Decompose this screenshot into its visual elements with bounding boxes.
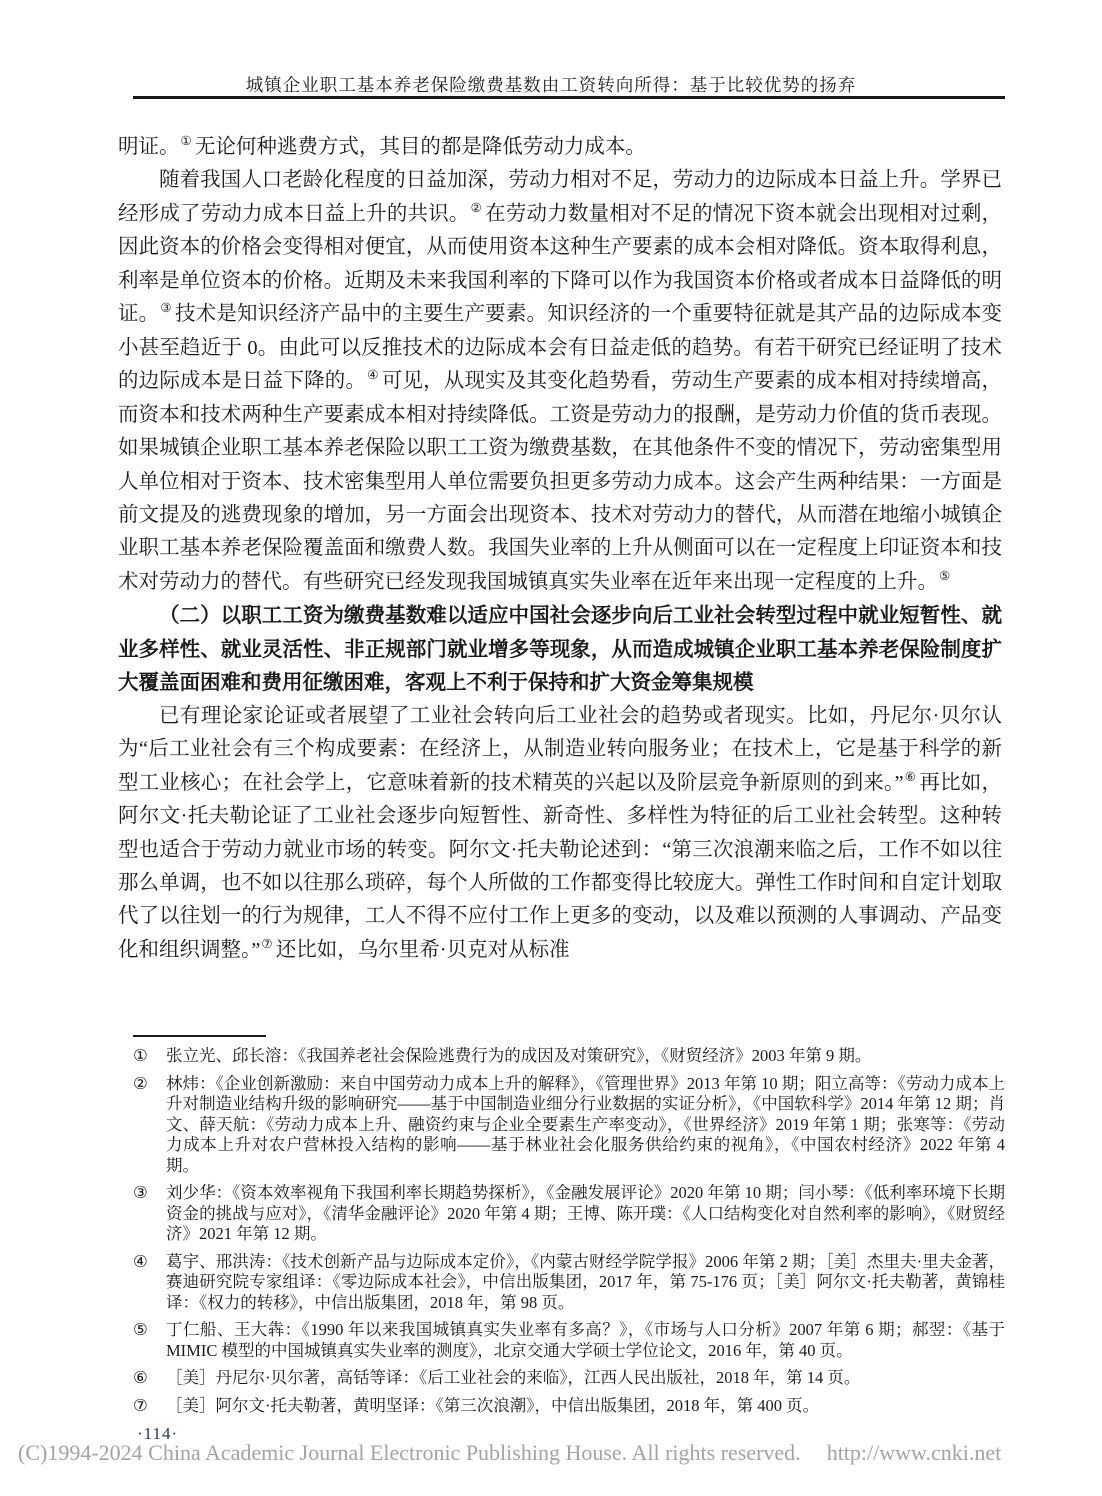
copyright-text: (C)1994-2024 China Academic Journal Electronic Publishing House. All rights reserved. xyxy=(18,1440,801,1465)
footnote-ref: ⑥ xyxy=(904,769,917,784)
footnote-text: 丁仁船、王大犇：《1990 年以来我国城镇真实失业率有多高？》，《市场与人口分析》2007 年第 6 期；郝翌：《基于 MIMIC 模型的中国城镇真实失业率的测度》，北京交通大学硕士学位论文，2016 年，第 40 页。 xyxy=(166,1320,1006,1360)
footnote-ref: ④ xyxy=(367,368,379,383)
body-paragraph: 随着我国人口老龄化程度的日益加深，劳动力相对不足，劳动力的边际成本日益上升。学界已经形成了劳动力成本日益上升的共识。② 在劳动力数量相对不足的情况下资本就会出现相对过剩，因此资本的价格会变得相对便宜，从而使用资本这种生产要素的成本会相对降低。资本取得利息，利率是单位资本的价格。近期及未来我国利率的下降可以作为我国资本价格或者成本日益降低的明证。③ 技术是知识经济产品中的主要生产要素。知识经济的一个重要特征就是其产品的边际成本变小甚至趋近于 0。由此可以反推技术的边际成本会有日益走低的趋势。有若干研究已经证明了技术的边际成本是日益下降的。④ 可见，从现实及其变化趋势看，劳动生产要素的成本相对持续增高，而资本和技术两种生产要素成本相对持续降低。工资是劳动力的报酬，是劳动力价值的货币表现。如果城镇企业职工基本养老保险以职工工资为缴费基数，在其他条件不变的情况下，劳动密集型用人单位相对于资本、技术密集型用人单位需要负担更多劳动力成本。这会产生两种结果：一方面是前文提及的逃费现象的增加，另一方面会出现资本、技术对劳动力的替代，从而潜在地缩小城镇企业职工基本养老保险覆盖面和缴费人数。我国失业率的上升从侧面可以在一定程度上印证资本和技术对劳动力的替代。有些研究已经发现我国城镇真实失业率在近年来出现一定程度的上升。⑤ xyxy=(118,169,1003,593)
header-rule xyxy=(133,96,1005,99)
footnote-marker: ② xyxy=(133,1073,148,1093)
footnote-text: ［美］丹尼尔·贝尔著，高铦等译：《后工业社会的来临》，江西人民出版社，2018 年，第 14 页。 xyxy=(166,1368,861,1387)
footnote-ref: ⑦ xyxy=(261,937,273,952)
footnote-text: 刘少华：《资本效率视角下我国利率长期趋势探析》，《金融发展评论》2020 年第 10 期；闫小琴：《低利率环境下长期资金的挑战与应对》，《清华金融评论》2020 年第 4 期；王博、陈开璞：《人口结构变化对自然利率的影响》，《财贸经济》2021 年第 12 期。 xyxy=(166,1183,1005,1243)
footnote-ref: ① xyxy=(180,134,192,149)
footnote-item xyxy=(133,1074,1005,1177)
article-body xyxy=(118,131,1002,967)
footnote-marker: ⑤ xyxy=(133,1320,148,1339)
body-paragraph: 明证。① 无论何种逃费方式，其目的都是降低劳动力成本。 xyxy=(118,134,646,158)
footnote-item xyxy=(133,1320,1005,1361)
footnote-item xyxy=(133,1396,1005,1417)
section-heading: （二）以职工工资为缴费基数难以适应中国社会逐步向后工业社会转型过程中就业短暂性、就业多样性、就业灵活性、非正规部门就业增多等现象，从而造成城镇企业职工基本养老保险制度扩大覆盖面困难和费用征缴困难，客观上不利于保持和扩大资金筹集规模 xyxy=(118,604,1002,695)
footnote-text: 葛宇、邢洪涛：《技术创新产品与边际成本定价》，《内蒙古财经学院学报》2006 年第 2 期；［美］杰里夫·里夫金著，赛迪研究院专家组译：《零边际成本社会》，中信出版集团，2017 年，第 75-176 页；［美］阿尔文·托夫勒著，黄锦桂译：《权力的转移》，中信出版集团，2018 年，第 98 页。 xyxy=(166,1251,1005,1312)
footnote-marker: ⑦ xyxy=(133,1395,148,1415)
footnote-marker: ① xyxy=(133,1046,148,1065)
footnotes xyxy=(133,1046,1005,1423)
footnote-item xyxy=(133,1046,1005,1067)
footnote-ref: ③ xyxy=(160,301,172,316)
footnote-text: 张立光、邱长溶：《我国养老社会保险逃费行为的成因及对策研究》，《财贸经济》2003 年第 9 期。 xyxy=(166,1046,872,1065)
cnki-url: http://www.cnki.net xyxy=(826,1440,1002,1465)
footnote-text: ［美］阿尔文·托夫勒著，黄明坚译：《第三次浪潮》，中信出版集团，2018 年，第 400 页。 xyxy=(166,1395,820,1415)
footnote-marker: ③ xyxy=(133,1183,148,1202)
footnote-item xyxy=(133,1183,1005,1245)
page-number: ·114· xyxy=(137,1424,179,1443)
footnote-text: 林炜：《企业创新激励：来自中国劳动力成本上升的解释》，《管理世界》2013 年第 10 期；阳立高等：《劳动力成本上升对制造业结构升级的影响研究——基于中国制造业细分行业数据的实证分析》，《中国软科学》2014 年第 12 期；肖文、薛天航：《劳动力成本上升、融资约束与企业全要素生产率变动》，《世界经济》2019 年第 1 期；张寒等：《劳动力成本上升对农户营林投入结构的影响——基于林业社会化服务供给约束的视角》，《中国农村经济》2022 年第 4 期。 xyxy=(166,1073,1005,1175)
footnote-marker: ④ xyxy=(133,1251,148,1271)
copyright-watermark xyxy=(18,1440,1084,1466)
footnote-marker: ⑥ xyxy=(133,1368,148,1387)
footnote-item xyxy=(133,1252,1005,1314)
footnote-separator xyxy=(133,1035,266,1037)
footnote-ref: ⑤ xyxy=(939,569,951,584)
body-paragraph: 已有理论家论证或者展望了工业社会转向后工业社会的趋势或者现实。比如，丹尼尔·贝尔认为“后工业社会有三个构成要素：在经济上，从制造业转向服务业；在技术上，它是基于科学的新型工业核心；在社会学上，它意味着新的技术精英的兴起以及阶层竞争新原则的到来。”⑥ 再比如，阿尔文·托夫勒论证了工业社会逐步向短暂性、新奇性、多样性为特征的后工业社会转型。这种转型也适合于劳动力就业市场的转变。阿尔文·托夫勒论述到：“第三次浪潮来临之后，工作不如以往那么单调，也不如以往那么琐碎，每个人所做的工作都变得比较庞大。弹性工作时间和自定计划取代了以往划一的行为规律，工人不得不应付工作上更多的变动，以及难以预测的人事调动、产品变化和组织调整。”⑦ 还比如，乌尔里希·贝克对从标准 xyxy=(118,704,1003,961)
running-header-title: 城镇企业职工基本养老保险缴费基数由工资转向所得：基于比较优势的扬弃 xyxy=(245,75,857,95)
footnote-ref: ② xyxy=(470,201,483,216)
footnote-item xyxy=(133,1368,1005,1389)
